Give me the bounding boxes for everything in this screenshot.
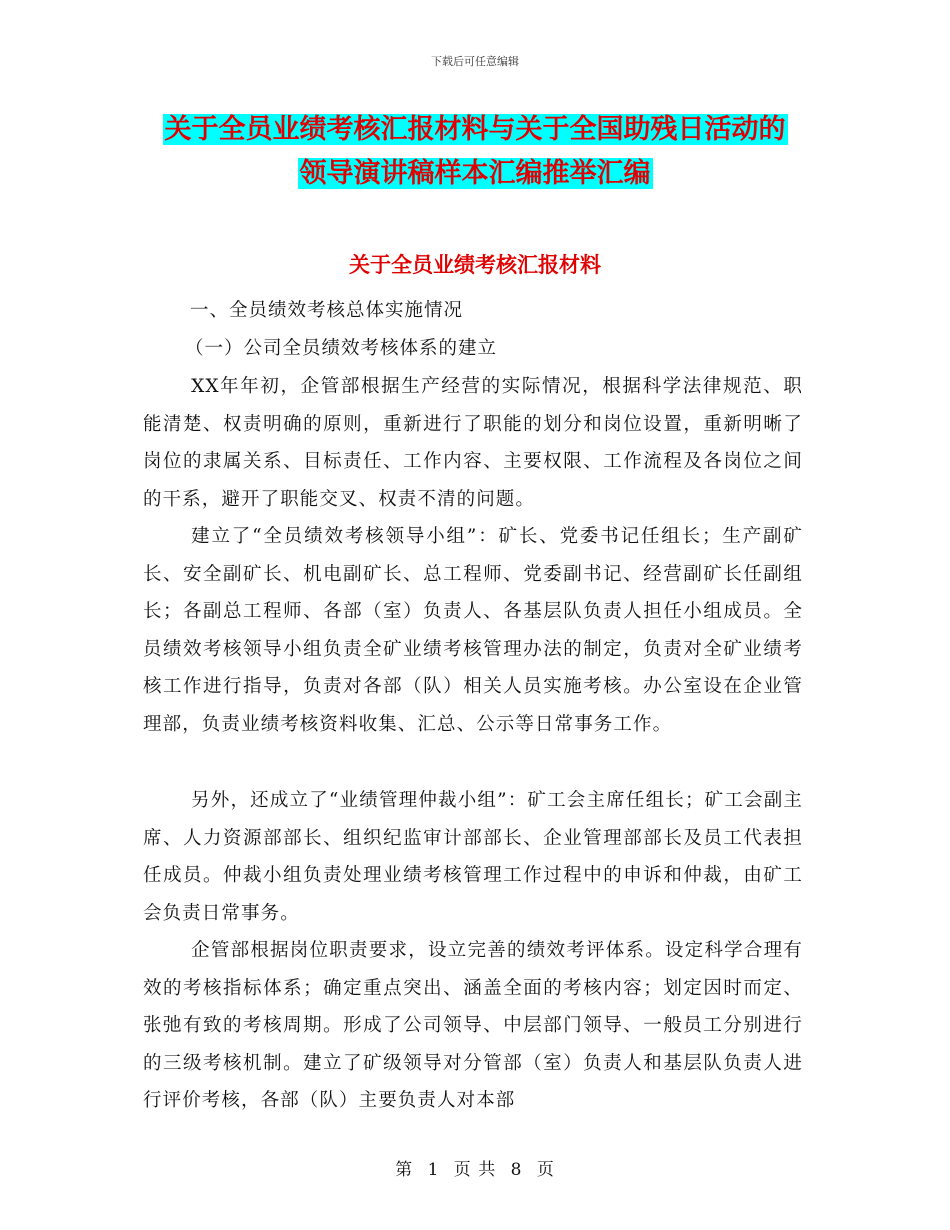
footer-prefix: 第	[395, 1160, 414, 1180]
document-title-line-1	[0, 111, 950, 149]
body-paragraph-2: 建立了“全员绩效考核领导小组”：矿长、党委书记任组长；生产副矿长、安全副矿长、机电副矿长、总工程师、党委副书记、经营副矿长任副组长；各副总工程师、各部（室）负责人、各基层队负责人担任小组成员。全员绩效考核领导小组负责全矿业绩考核管理办法的制定，负责对全矿业绩考核工作进行指导，负责对各部（队）相关人员实施考核。办公室设在企业管理部，负责业绩考核资料收集、汇总、公示等日常事务工作。	[143, 526, 803, 735]
page-footer	[0, 1155, 950, 1180]
document-title-line-2	[0, 155, 950, 193]
body-paragraph-3: 另外，还成立了“业绩管理仲裁小组”：矿工会主席任组长；矿工会副主席、人力资源部部长、组织纪监审计部部长、企业管理部部长及员工代表担任成员。仲裁小组负责处理业绩考核管理工作过程中的申诉和仲裁，由矿工会负责日常事务。	[143, 790, 803, 924]
document-title-line-1-text: 关于全员业绩考核汇报材料与关于全国助残日活动的	[164, 114, 786, 145]
footer-page-number: 1	[427, 1160, 440, 1180]
header-note: 下载后可任意编辑	[431, 55, 519, 68]
footer-suffix: 页	[536, 1160, 555, 1180]
body-paragraph-4: 企管部根据岗位职责要求，设立完善的绩效考评体系。设定科学合理有效的考核指标体系；确定重点突出、涵盖全面的考核内容；划定因时而定、张弛有致的考核周期。形成了公司领导、中层部门领导、一般员工分别进行的三级考核机制。建立了矿级领导对分管部（室）负责人和基层队负责人进行评价考核，各部（队）主要负责人对本部	[143, 940, 803, 1112]
heading-level-2: （一）公司全员绩效考核体系的建立	[185, 338, 498, 359]
footer-middle: 页 共	[453, 1160, 497, 1180]
heading-level-1: 一、全员绩效考核总体实施情况	[190, 300, 464, 321]
body-paragraph-1: XX年年初，企管部根据生产经营的实际情况，根据科学法律规范、职能清楚、权责明确的原则，重新进行了职能的划分和岗位设置，重新明晰了岗位的隶属关系、目标责任、工作内容、主要权限、工作流程及各岗位之间的干系，避开了职能交叉、权责不清的问题。	[143, 376, 803, 510]
section-title: 关于全员业绩考核汇报材料	[349, 253, 601, 277]
footer-total-pages: 8	[510, 1160, 523, 1180]
document-title-line-2-text: 领导演讲稿样本汇编推举汇编	[299, 158, 651, 189]
